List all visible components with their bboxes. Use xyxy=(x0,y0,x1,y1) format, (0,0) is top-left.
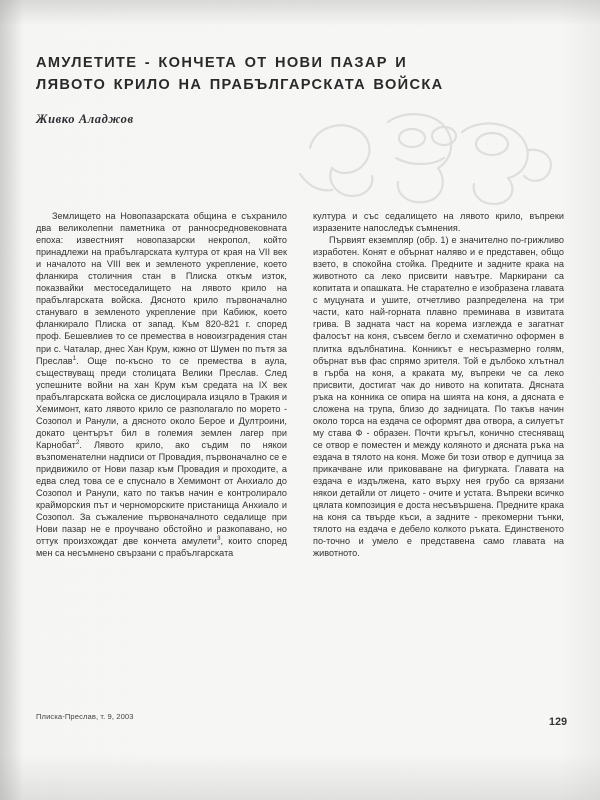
title-line-2: ЛЯВОТО КРИЛО НА ПРАБЪЛГАРСКАТА ВОЙСКА xyxy=(36,77,444,94)
title-line-1: АМУЛЕТИТЕ - КОНЧЕТА ОТ НОВИ ПАЗАР И xyxy=(36,55,408,71)
left-column-paragraph-1 xyxy=(36,210,287,559)
right-column-paragraph-1: култура и със седалището на лявото крило, въпреки изразените напоследък съмнения. xyxy=(313,211,564,234)
footnote-marker-2: 2 xyxy=(75,438,80,446)
right-column-paragraph-2: Първият екземпляр (обр. 1) е значително по-грижливо изработен. Конят е обърнат наляво и е представен, общо взето, в спокойна стойка. Предните и задните крака на животното са леко присвити навътре. Маркирани са копитата и опашката. Не старателно е изобразена главата с муцуната и ушите, отчетливо разпределена на три части, като най-горната плавно преминава в извитата грива. В задната част на корема изглежда е загатнат фалосът на коня, съвсем бегло и схематично оформен в плитка вдълбнатина. Конникът е несъразмерно голям, обърнат във фас спрямо зрителя. Той е дълбоко хлътнал в гърба на коня, а краката му, въпреки че са леко присвити, достигат чак до нивото на копитата. Дясната ръка на конника се опира на шията на коня, а дясната е сложена на трупа, близо до задницата. По такъв начин около торса на ездача се оформят два отвора, а силуетът му става Ф - образен. Почти кръгъл, конично стесняващ се отвор е поместен и между коляното и дясната ръка на ездача в тялото на коня. Може би този отвор е дупчица за прикачване или приковаване на фигурката. Главата на ездача е издължена, като върху нея грубо са врязани някои детайли от лицето - очите и устата. Въпреки всичко цялата композиция е доста несъвършена. Предните крака на коня са твърде къси, а задните - прекомерни тънки, тялото на ездача е дебело колкото ръката. Единственото по-точно и умело е представена само главата на животното. xyxy=(313,235,564,559)
journal-source-citation: Плиска-Преслав, т. 9, 2003 xyxy=(36,712,134,721)
footnote-marker-3: 3 xyxy=(216,535,221,543)
author-name: Живко Аладжов xyxy=(36,112,134,126)
title-block xyxy=(36,52,536,96)
footnote-marker-1: 1 xyxy=(72,354,77,362)
page-title xyxy=(36,52,536,96)
page-number: 129 xyxy=(549,716,568,728)
para-text-segment-3: . Лявото крило, ако съдим по някои възпоменателни надписи от Провадия, първоначално се е придвижило от Нови пазар към Провадия и проходите, а едва след това се е спуснало в Хемимонт от Анхиало до Созопол и Ранули, като по такъв начин е контролирало крайморския път и черноморските пристанища Анхиало и Созопол. За съжаление първоначалното седалище при Нови пазар не е проучвано обстойно и разкопавано, но оттук произхождат две кончета амулети xyxy=(36,439,287,547)
para-text-segment-4: , които според мен са несъмнено свързани с прабългарската xyxy=(36,536,287,559)
footer-divider xyxy=(36,706,564,707)
para-text-segment-2: . Още по-късно то се премества в аула, съществуващ преди столицата Велики Преслав. След успешните войни на хан Крум към средата на IX век прабългарската войска се дислоцирала изцяло в Тракия и Хемимонт, като лявото крило се разполагало по морето - Созопол и Ранули, а дясното около Берое и Дултроини, докато центърът бил в големия землен лагер при Карнобат xyxy=(36,355,287,450)
right-column xyxy=(313,210,564,559)
para-text-segment-1: Землището на Новопазарската община е съхранило два великолепни паметника от ранносредновековната епоха: известният новопазарски некропол, който принадлежи на прабългарската култура от края на VII век и началото на VIII век и земленото укрепление, което фланкира столичния стан в Плиска откъм изток, показвайки местоседалището на лявото крило на прабългарската войска. Дясното крило първоначално стануваго в земленото укрепление при Кабиюк, което фланкирало Плиска от запад. Към 820-821 г. според проф. Бешевлиев то се премества в новоизградения стан при с. Чаталар, днес Хан Крум, южно от Шумен по пътя за Преслав xyxy=(36,211,287,366)
two-column-body xyxy=(36,210,564,559)
left-column xyxy=(36,210,287,559)
